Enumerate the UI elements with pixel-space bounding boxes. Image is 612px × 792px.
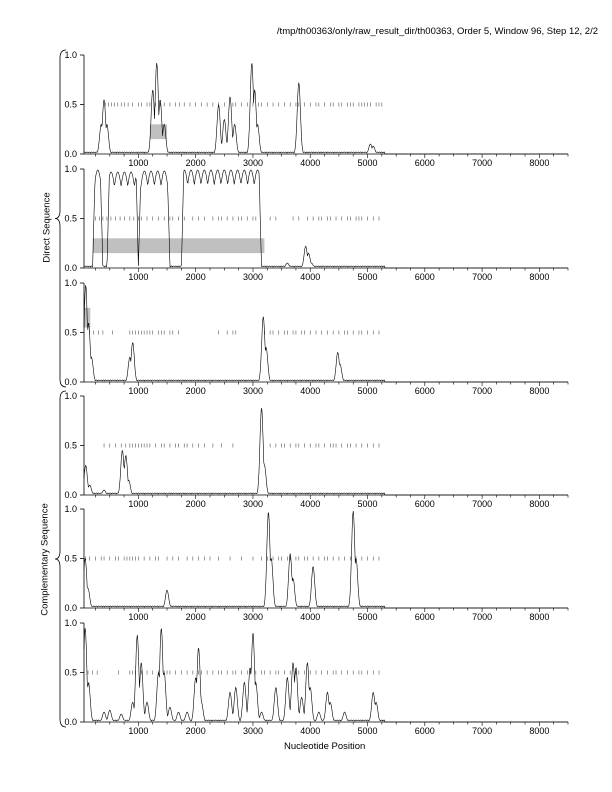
x-tick-label: 2000 — [185, 499, 206, 509]
highlight-region — [93, 238, 265, 253]
y-tick-label: 0.5 — [64, 440, 77, 451]
plot-title: /tmp/th00363/only/raw_result_dir/th00363, Order 5, Window 96, Step 12, 2/2 — [276, 26, 598, 37]
y-tick-label: 1.0 — [64, 618, 77, 628]
x-tick-label: 6000 — [414, 499, 435, 509]
x-tick-label: 2000 — [185, 726, 206, 736]
x-tick-label: 5000 — [357, 386, 378, 396]
x-tick-label: 4000 — [300, 158, 321, 168]
y-tick-label: 0.0 — [64, 490, 77, 500]
x-tick-label: 3000 — [242, 726, 263, 736]
panel-direct-frame-1 — [64, 50, 568, 168]
x-tick-label: 5000 — [357, 726, 378, 736]
x-tick-label: 4000 — [300, 726, 321, 736]
x-tick-label: 1000 — [128, 386, 149, 396]
x-tick-label: 8000 — [529, 499, 550, 509]
y-tick-label: 1.0 — [64, 391, 77, 401]
x-tick-label: 6000 — [414, 158, 435, 168]
x-tick-label: 7000 — [472, 499, 493, 509]
x-tick-label: 7000 — [472, 158, 493, 168]
signal-line — [84, 511, 568, 608]
highlight-region — [150, 124, 167, 139]
x-tick-label: 3000 — [242, 272, 263, 282]
signal-line — [84, 63, 568, 154]
y-tick-label: 1.0 — [64, 50, 77, 60]
y-tick-label: 0.0 — [64, 149, 77, 159]
signal-line — [84, 628, 568, 722]
x-tick-label: 5000 — [357, 272, 378, 282]
x-tick-label: 2000 — [185, 272, 206, 282]
x-tick-label: 7000 — [472, 386, 493, 396]
x-tick-label: 2000 — [185, 612, 206, 622]
y-tick-label: 0.0 — [64, 717, 77, 727]
x-tick-label: 1000 — [128, 272, 149, 282]
x-tick-label: 1000 — [128, 499, 149, 509]
y-tick-label: 0.0 — [64, 603, 77, 613]
signal-line — [84, 408, 568, 495]
panel-direct-frame-2 — [64, 164, 568, 282]
y-tick-label: 0.0 — [64, 263, 77, 273]
x-tick-label: 6000 — [414, 726, 435, 736]
x-tick-label: 3000 — [242, 158, 263, 168]
x-tick-label: 5000 — [357, 158, 378, 168]
x-axis-label: Nucleotide Position — [284, 741, 366, 752]
x-tick-label: 8000 — [529, 612, 550, 622]
x-tick-label: 1000 — [128, 158, 149, 168]
x-tick-label: 8000 — [529, 726, 550, 736]
y-tick-label: 1.0 — [64, 278, 77, 288]
x-tick-label: 5000 — [357, 612, 378, 622]
direct-sequence-label: Direct Sequence — [41, 192, 53, 263]
panel-direct-frame-3 — [64, 278, 568, 396]
panel-complementary-frame-3 — [64, 618, 568, 736]
x-tick-label: 8000 — [529, 158, 550, 168]
x-tick-label: 2000 — [185, 386, 206, 396]
signal-line — [84, 285, 568, 382]
y-tick-label: 0.5 — [64, 553, 77, 564]
panel-complementary-frame-2 — [64, 504, 568, 622]
y-tick-label: 0.5 — [64, 327, 77, 338]
x-tick-label: 4000 — [300, 386, 321, 396]
y-tick-label: 0.5 — [64, 213, 77, 224]
x-tick-label: 7000 — [472, 612, 493, 622]
x-tick-label: 6000 — [414, 272, 435, 282]
x-tick-label: 5000 — [357, 499, 378, 509]
x-tick-label: 8000 — [529, 386, 550, 396]
x-tick-label: 6000 — [414, 612, 435, 622]
x-tick-label: 3000 — [242, 386, 263, 396]
y-tick-label: 0.5 — [64, 667, 77, 678]
x-tick-label: 3000 — [242, 499, 263, 509]
x-tick-label: 7000 — [472, 272, 493, 282]
x-tick-label: 4000 — [300, 499, 321, 509]
x-tick-label: 6000 — [414, 386, 435, 396]
y-tick-label: 0.0 — [64, 377, 77, 387]
y-tick-label: 1.0 — [64, 504, 77, 514]
x-tick-label: 4000 — [300, 272, 321, 282]
y-tick-label: 1.0 — [64, 164, 77, 174]
y-tick-label: 0.5 — [64, 99, 77, 110]
x-tick-label: 8000 — [529, 272, 550, 282]
x-tick-label: 7000 — [472, 726, 493, 736]
x-tick-label: 4000 — [300, 612, 321, 622]
complementary-sequence-label: Complementary Sequence — [39, 503, 51, 616]
panel-complementary-frame-1 — [64, 391, 568, 509]
x-tick-label: 3000 — [242, 612, 263, 622]
x-tick-label: 1000 — [128, 612, 149, 622]
x-tick-label: 2000 — [185, 158, 206, 168]
x-tick-label: 1000 — [128, 726, 149, 736]
signal-line — [84, 170, 568, 268]
